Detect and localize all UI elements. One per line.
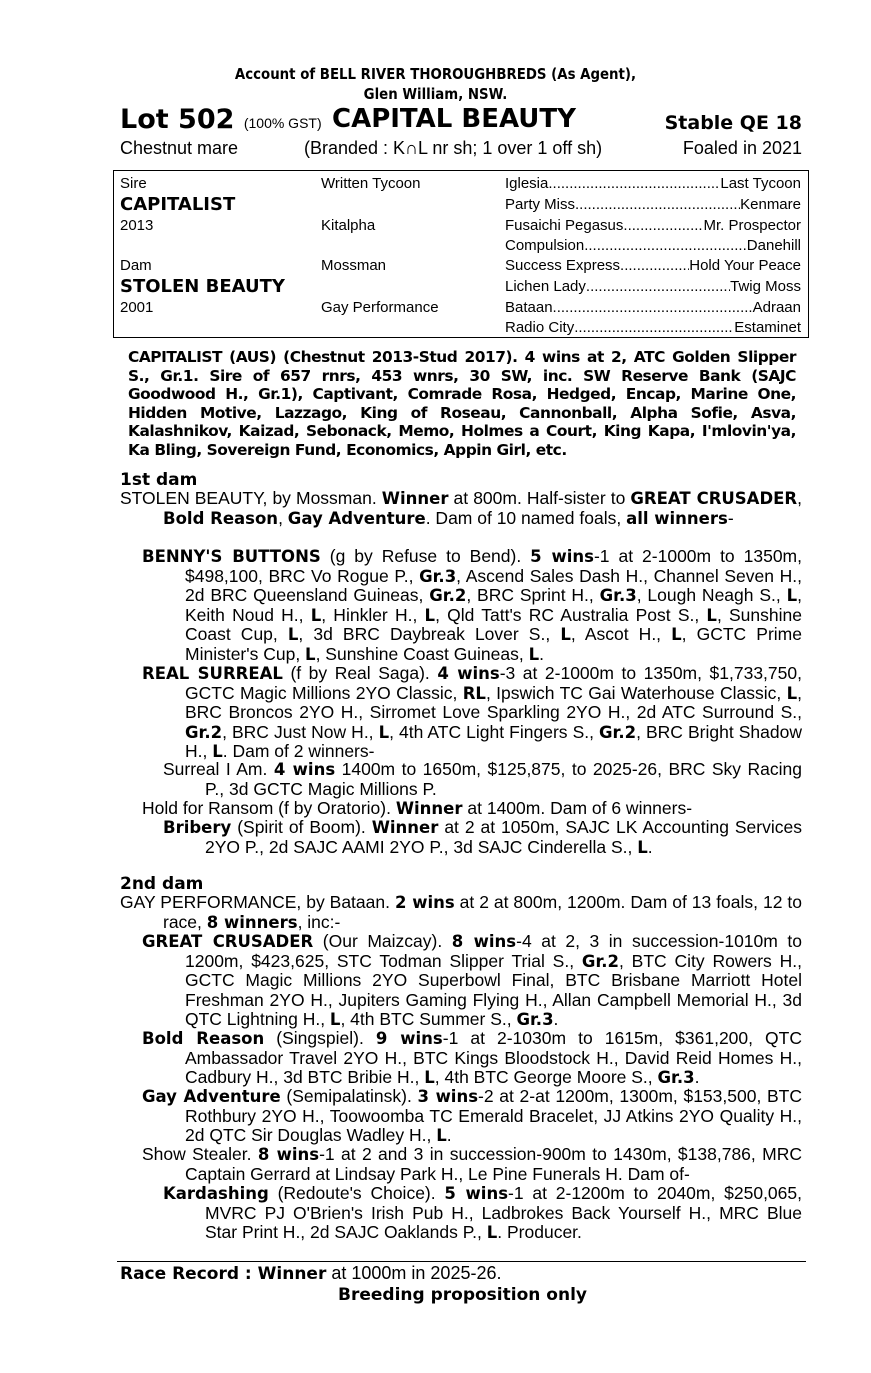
sire-sire: Written Tycoon <box>321 175 421 192</box>
first-dam-intro: STOLEN BEAUTY, by Mossman. Winner at 800m. Half-sister to GREAT CRUSADER, Bold Reason, Gay Adventure. Dam of 10 named foals, all winners- <box>120 488 802 528</box>
stable-location: Stable QE 18 <box>664 112 802 134</box>
produce-entry: Surreal I Am. 4 wins 1400m to 1650m, $125,875, to 2025-26, BRC Sky Racing P., 3d GCTC Magic Millions P. <box>163 759 802 799</box>
produce-entry: REAL SURREAL (f by Real Saga). 4 wins-3 at 2-1000m to 1350m, $1,733,750, GCTC Magic Millions 2YO Classic, RL, Ipswich TC Gai Waterhouse Classic, L, BRC Broncos 2YO H., Sirromet Love Sparkling 2YO H., 2d ATC Surround S., Gr.2, BRC Just Now H., L, 4th ATC Light Fingers S., Gr.2, BRC Bright Shadow H., L. Dam of 2 winners- <box>142 663 802 761</box>
ggparent-row: Bataan ..... Adraan <box>505 299 801 316</box>
dam-name: STOLEN BEAUTY <box>120 276 285 297</box>
horse-name: CAPITAL BEAUTY <box>332 104 576 134</box>
lot-number: Lot 502 (100% GST) <box>120 104 322 135</box>
produce-entry: Kardashing (Redoute's Choice). 5 wins-1 at 2-1200m to 2040m, $250,065, MVRC PJ O'Brien's Irish Pub H., Ladbrokes Back Yourself H., MRC Blue Star Print H., 2d SAJC Oaklands P., L. Producer. <box>163 1183 802 1242</box>
footer-divider <box>117 1261 806 1262</box>
produce-entry: Bribery (Spirit of Boom). Winner at 2 at 1050m, SAJC LK Accounting Services 2YO P., 2d SAJC AAMI 2YO P., 3d SAJC Cinderella S., L. <box>163 817 802 857</box>
ggparent-row: Compulsion ..... Danehill <box>505 237 801 254</box>
dam-sire: Mossman <box>321 257 387 274</box>
dam-dam: Gay Performance <box>321 299 439 316</box>
horse-sex: Chestnut mare <box>120 138 239 158</box>
horse-details-row <box>120 138 802 160</box>
first-dam-heading: 1st dam <box>120 470 198 490</box>
sire-dam: Kitalpha <box>321 217 376 234</box>
sire-label: Sire <box>120 175 147 192</box>
ggparent-row: Success Express ..... Hold Your Peace <box>505 257 801 274</box>
produce-entry: BENNY'S BUTTONS (g by Refuse to Bend). 5 wins-1 at 2-1000m to 1350m, $498,100, BRC Vo Rogue P., Gr.3, Ascend Sales Dash H., Channel Seven H., 2d BRC Queensland Guineas, Gr.2, BRC Sprint H., Gr.3, Lough Neagh S., L, Keith Noud H., L, Hinkler H., L, Qld Tatt's RC Australia Post S., L, Sunshine Coast Cup, L, 3d BRC Daybreak Lover S., L, Ascot H., L, GCTC Prime Minister's Cup, L, Sunshine Coast Guineas, L. <box>142 546 802 664</box>
ggparent-row: Iglesia ..... Last Tycoon <box>505 175 801 192</box>
horse-brand: (Branded : K∩L nr sh; 1 over 1 off sh) <box>304 138 603 158</box>
account-line-2: Glen William, NSW. <box>363 85 508 103</box>
ggparent-row: Lichen Lady ..... Twig Moss <box>505 278 801 295</box>
dam-label: Dam <box>120 257 152 274</box>
second-dam-heading: 2nd dam <box>120 874 204 894</box>
foaled-year: Foaled in 2021 <box>682 138 802 158</box>
ggparent-row: Radio City ..... Estaminet <box>505 319 801 336</box>
pedigree-table <box>113 170 809 338</box>
race-record: Race Record : Winner at 1000m in 2025-26. <box>120 1263 502 1284</box>
second-dam-intro: GAY PERFORMANCE, by Bataan. 2 wins at 2 at 800m, 1200m. Dam of 13 foals, 12 to race, 8 winners, inc:- <box>120 892 802 932</box>
lot-title-row <box>120 104 802 136</box>
sire-name: CAPITALIST <box>120 194 236 215</box>
produce-entry: GREAT CRUSADER (Our Maizcay). 8 wins-4 at 2, 3 in succession-1010m to 1200m, $423,625, STC Todman Slipper Trial S., Gr.2, BTC City Rowers H., GCTC Magic Millions 2YO Superbowl Final, BTC Brisbane Marriott Hotel Freshman 2YO H., Jupiters Gaming Flying H., Allan Campbell Memorial H., 3d QTC Lightning H., L, 4th BTC Summer S., Gr.3. <box>142 931 802 1029</box>
dam-year: 2001 <box>120 299 154 316</box>
account-line-1: Account of BELL RIVER THOROUGHBREDS (As Agent), <box>234 65 637 83</box>
produce-entry: Hold for Ransom (f by Oratorio). Winner at 1400m. Dam of 6 winners- <box>142 798 693 818</box>
produce-entry: Show Stealer. 8 wins-1 at 2 and 3 in succession-900m to 1430m, $138,786, MRC Captain Gerrard at Lindsay Park H., Le Pine Funerals H. Dam of- <box>142 1144 802 1184</box>
produce-entry: Gay Adventure (Semipalatinsk). 3 wins-2 at 2-at 1200m, 1300m, $153,500, BTC Rothbury 2YO H., Toowoomba TC Emerald Bracelet, JJ Atkins 2YO Quality H., 2d QTC Sir Douglas Wadley H., L. <box>142 1086 802 1145</box>
produce-entry: Bold Reason (Singspiel). 9 wins-1 at 2-1030m to 1615m, $361,200, QTC Ambassador Travel 2YO H., BTC Kings Bloodstock H., David Reid Homes H., Cadbury H., 3d BTC Bribie H., L, 4th BTC George Moore S., Gr.3. <box>142 1028 802 1087</box>
breeding-note: Breeding proposition only <box>338 1285 587 1305</box>
sire-year: 2013 <box>120 217 154 234</box>
vendor-account <box>61 64 810 104</box>
gst-note: (100% GST) <box>243 115 322 131</box>
ggparent-row: Fusaichi Pegasus ..... Mr. Prospector <box>505 217 801 234</box>
ggparent-row: Party Miss ..... Kenmare <box>505 196 801 213</box>
sire-summary: CAPITALIST (AUS) (Chestnut 2013-Stud 2017). 4 wins at 2, ATC Golden Slipper S., Gr.1. Sire of 657 rnrs, 453 wnrs, 30 SW, inc. SW Reserve Bank (SAJC Goodwood H., Gr.1), Captivant, Comrade Rosa, Hedged, Encap, Marine One, Hidden Motive, Lazzago, King of Roseau, Cannonball, Alpha Sofie, Asva, Kalashnikov, Kaizad, Sebonack, Memo, Holmes a Court, King Kapa, I'mlovin'ya, Ka Bling, Sovereign Fund, Economics, Appin Girl, etc. <box>128 348 796 459</box>
